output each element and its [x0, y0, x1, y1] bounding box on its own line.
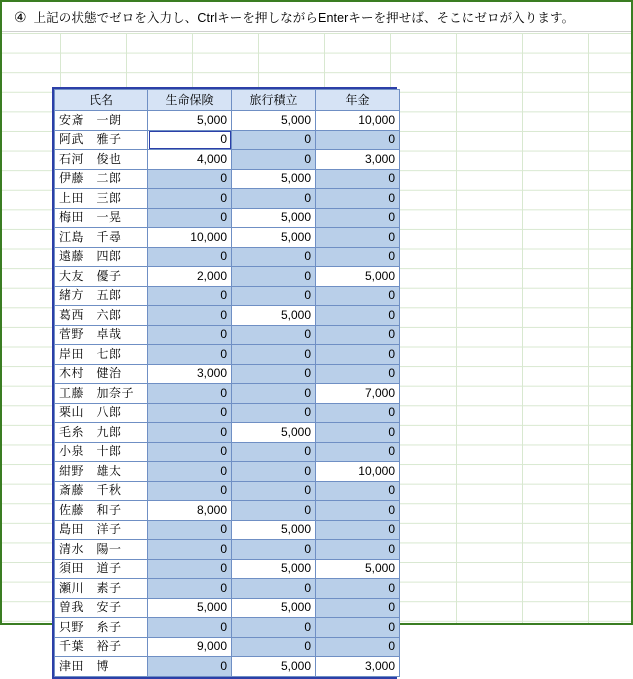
cell-value[interactable]: 0 — [316, 247, 400, 267]
cell-value[interactable]: 0 — [148, 286, 232, 306]
cell-name[interactable]: 須田 道子 — [55, 559, 148, 579]
table-row — [55, 423, 400, 443]
cell-value[interactable]: 5,000 — [232, 520, 316, 540]
cell-value[interactable]: 10,000 — [148, 228, 232, 248]
cell-value[interactable]: 4,000 — [148, 150, 232, 170]
table-row — [55, 150, 400, 170]
table-row — [55, 345, 400, 365]
cell-value[interactable]: 0 — [316, 520, 400, 540]
cell-value[interactable]: 0 — [316, 325, 400, 345]
cell-name[interactable]: 緒方 五郎 — [55, 286, 148, 306]
cell-value[interactable]: 0 — [316, 130, 400, 150]
cell-name[interactable]: 清水 陽一 — [55, 540, 148, 560]
cell-value[interactable]: 0 — [148, 189, 232, 209]
cell-name[interactable]: 千葉 裕子 — [55, 637, 148, 657]
cell-value[interactable]: 0 — [316, 481, 400, 501]
cell-value[interactable]: 0 — [232, 403, 316, 423]
instruction-bar — [2, 2, 631, 32]
table-row — [55, 306, 400, 326]
cell-name[interactable]: 斎藤 千秋 — [55, 481, 148, 501]
cell-name[interactable]: 安斎 一朗 — [55, 111, 148, 131]
cell-value[interactable]: 0 — [232, 286, 316, 306]
table-row — [55, 228, 400, 248]
cell-value[interactable]: 0 — [232, 189, 316, 209]
cell-value[interactable]: 0 — [232, 462, 316, 482]
cell-value[interactable]: 5,000 — [232, 423, 316, 443]
cell-name[interactable]: 只野 糸子 — [55, 618, 148, 638]
cell-name[interactable]: 島田 洋子 — [55, 520, 148, 540]
cell-value[interactable]: 0 — [316, 403, 400, 423]
cell-value[interactable]: 9,000 — [148, 637, 232, 657]
cell-value[interactable]: 0 — [316, 364, 400, 384]
cell-value[interactable]: 0 — [148, 306, 232, 326]
cell-value[interactable]: 0 — [232, 345, 316, 365]
cell-value[interactable]: 3,000 — [316, 150, 400, 170]
cell-value[interactable]: 0 — [148, 423, 232, 443]
cell-name[interactable]: 木村 健治 — [55, 364, 148, 384]
cell-name[interactable]: 小泉 十郎 — [55, 442, 148, 462]
cell-value[interactable]: 0 — [316, 637, 400, 657]
table-row — [55, 403, 400, 423]
table-row — [55, 325, 400, 345]
cell-value[interactable]: 5,000 — [148, 598, 232, 618]
cell-value[interactable]: 0 — [148, 169, 232, 189]
cell-value[interactable]: 0 — [232, 247, 316, 267]
cell-value[interactable]: 5,000 — [232, 598, 316, 618]
table-row — [55, 286, 400, 306]
table-row — [55, 247, 400, 267]
cell-value[interactable]: 0 — [148, 403, 232, 423]
cell-value[interactable]: 0 — [148, 130, 232, 150]
column-header-travel-savings[interactable]: 旅行積立 — [232, 90, 316, 111]
cell-value[interactable]: 0 — [232, 481, 316, 501]
cell-value[interactable]: 0 — [316, 345, 400, 365]
cell-value[interactable]: 0 — [316, 208, 400, 228]
cell-value[interactable]: 0 — [148, 208, 232, 228]
cell-name[interactable]: 江島 千尋 — [55, 228, 148, 248]
cell-value[interactable]: 0 — [316, 442, 400, 462]
table-row — [55, 579, 400, 599]
table-row — [55, 520, 400, 540]
table-row — [55, 364, 400, 384]
data-table-container[interactable] — [52, 87, 397, 679]
table-body — [55, 111, 400, 677]
table-row — [55, 559, 400, 579]
cell-value[interactable]: 5,000 — [232, 208, 316, 228]
cell-value[interactable]: 0 — [148, 442, 232, 462]
table-row — [55, 598, 400, 618]
cell-name[interactable]: 工藤 加奈子 — [55, 384, 148, 404]
cell-name[interactable]: 紺野 雄太 — [55, 462, 148, 482]
cell-name[interactable]: 菅野 卓哉 — [55, 325, 148, 345]
cell-value[interactable]: 0 — [148, 559, 232, 579]
cell-name[interactable]: 曽我 安子 — [55, 598, 148, 618]
table-row — [55, 501, 400, 521]
cell-value[interactable]: 0 — [232, 618, 316, 638]
cell-value[interactable]: 5,000 — [148, 111, 232, 131]
cell-value[interactable]: 0 — [232, 579, 316, 599]
table-row — [55, 384, 400, 404]
cell-name[interactable]: 遠藤 四郎 — [55, 247, 148, 267]
cell-value[interactable]: 0 — [232, 267, 316, 287]
cell-value[interactable]: 3,000 — [148, 364, 232, 384]
cell-value[interactable]: 0 — [316, 579, 400, 599]
cell-name[interactable]: 大友 優子 — [55, 267, 148, 287]
cell-value[interactable]: 7,000 — [316, 384, 400, 404]
cell-name[interactable]: 佐藤 和子 — [55, 501, 148, 521]
table-row — [55, 130, 400, 150]
cell-value[interactable]: 0 — [148, 579, 232, 599]
cell-name[interactable]: 葛西 六郎 — [55, 306, 148, 326]
data-table[interactable] — [54, 89, 400, 677]
table-row — [55, 637, 400, 657]
cell-value[interactable]: 5,000 — [316, 267, 400, 287]
cell-value[interactable]: 0 — [316, 501, 400, 521]
cell-name[interactable]: 上田 三郎 — [55, 189, 148, 209]
table-row — [55, 442, 400, 462]
cell-value[interactable]: 0 — [316, 286, 400, 306]
cell-value[interactable]: 10,000 — [316, 462, 400, 482]
cell-name[interactable]: 石河 俊也 — [55, 150, 148, 170]
cell-value[interactable]: 0 — [232, 501, 316, 521]
cell-value[interactable]: 10,000 — [316, 111, 400, 131]
table-row — [55, 481, 400, 501]
cell-value[interactable]: 5,000 — [232, 169, 316, 189]
table-row — [55, 618, 400, 638]
cell-value[interactable]: 0 — [316, 306, 400, 326]
cell-value[interactable]: 0 — [148, 384, 232, 404]
cell-value[interactable]: 0 — [148, 345, 232, 365]
cell-value[interactable]: 0 — [148, 618, 232, 638]
table-row — [55, 111, 400, 131]
cell-value[interactable]: 0 — [232, 442, 316, 462]
instruction-text: 上記の状態でゼロを入力し、Ctrlキーを押しながらEnterキーを押せば、そこにゼロが入ります。 — [33, 10, 575, 25]
cell-value[interactable]: 0 — [148, 540, 232, 560]
cell-value[interactable]: 0 — [316, 618, 400, 638]
cell-value[interactable]: 5,000 — [232, 111, 316, 131]
table-row — [55, 189, 400, 209]
table-row — [55, 657, 400, 677]
cell-name[interactable]: 津田 博 — [55, 657, 148, 677]
step-number-icon: ④ — [14, 8, 27, 25]
column-header-name[interactable]: 氏名 — [55, 90, 148, 111]
cell-value[interactable]: 0 — [316, 189, 400, 209]
cell-name[interactable]: 阿武 雅子 — [55, 130, 148, 150]
cell-value[interactable]: 0 — [232, 540, 316, 560]
cell-value[interactable]: 0 — [148, 481, 232, 501]
cell-value[interactable]: 0 — [148, 462, 232, 482]
cell-value[interactable]: 0 — [316, 169, 400, 189]
cell-value[interactable]: 0 — [148, 325, 232, 345]
cell-value[interactable]: 0 — [232, 637, 316, 657]
table-row — [55, 208, 400, 228]
cell-value[interactable]: 0 — [232, 130, 316, 150]
cell-value[interactable]: 0 — [232, 325, 316, 345]
column-header-pension[interactable]: 年金 — [316, 90, 400, 111]
cell-value[interactable]: 3,000 — [316, 657, 400, 677]
cell-name[interactable]: 岸田 七郎 — [55, 345, 148, 365]
cell-value[interactable]: 0 — [232, 384, 316, 404]
cell-value[interactable]: 0 — [316, 598, 400, 618]
cell-name[interactable]: 梅田 一晃 — [55, 208, 148, 228]
cell-name[interactable]: 毛糸 九郎 — [55, 423, 148, 443]
table-row — [55, 462, 400, 482]
cell-name[interactable]: 瀬川 素子 — [55, 579, 148, 599]
cell-value[interactable]: 8,000 — [148, 501, 232, 521]
cell-value[interactable]: 0 — [232, 364, 316, 384]
cell-value[interactable]: 5,000 — [232, 657, 316, 677]
cell-value[interactable]: 0 — [316, 228, 400, 248]
cell-value[interactable]: 0 — [316, 423, 400, 443]
cell-value[interactable]: 5,000 — [232, 306, 316, 326]
cell-value[interactable]: 0 — [148, 657, 232, 677]
cell-name[interactable]: 伊藤 二郎 — [55, 169, 148, 189]
cell-value[interactable]: 0 — [316, 540, 400, 560]
spreadsheet-grid[interactable] — [2, 33, 631, 673]
cell-value[interactable]: 0 — [148, 520, 232, 540]
table-row — [55, 267, 400, 287]
cell-value[interactable]: 2,000 — [148, 267, 232, 287]
table-row — [55, 169, 400, 189]
cell-value[interactable]: 0 — [148, 247, 232, 267]
cell-name[interactable]: 栗山 八郎 — [55, 403, 148, 423]
cell-value[interactable]: 5,000 — [232, 559, 316, 579]
table-header-row — [55, 90, 400, 111]
column-header-life-insurance[interactable]: 生命保険 — [148, 90, 232, 111]
cell-value[interactable]: 5,000 — [316, 559, 400, 579]
cell-value[interactable]: 0 — [232, 150, 316, 170]
table-row — [55, 540, 400, 560]
cell-value[interactable]: 5,000 — [232, 228, 316, 248]
